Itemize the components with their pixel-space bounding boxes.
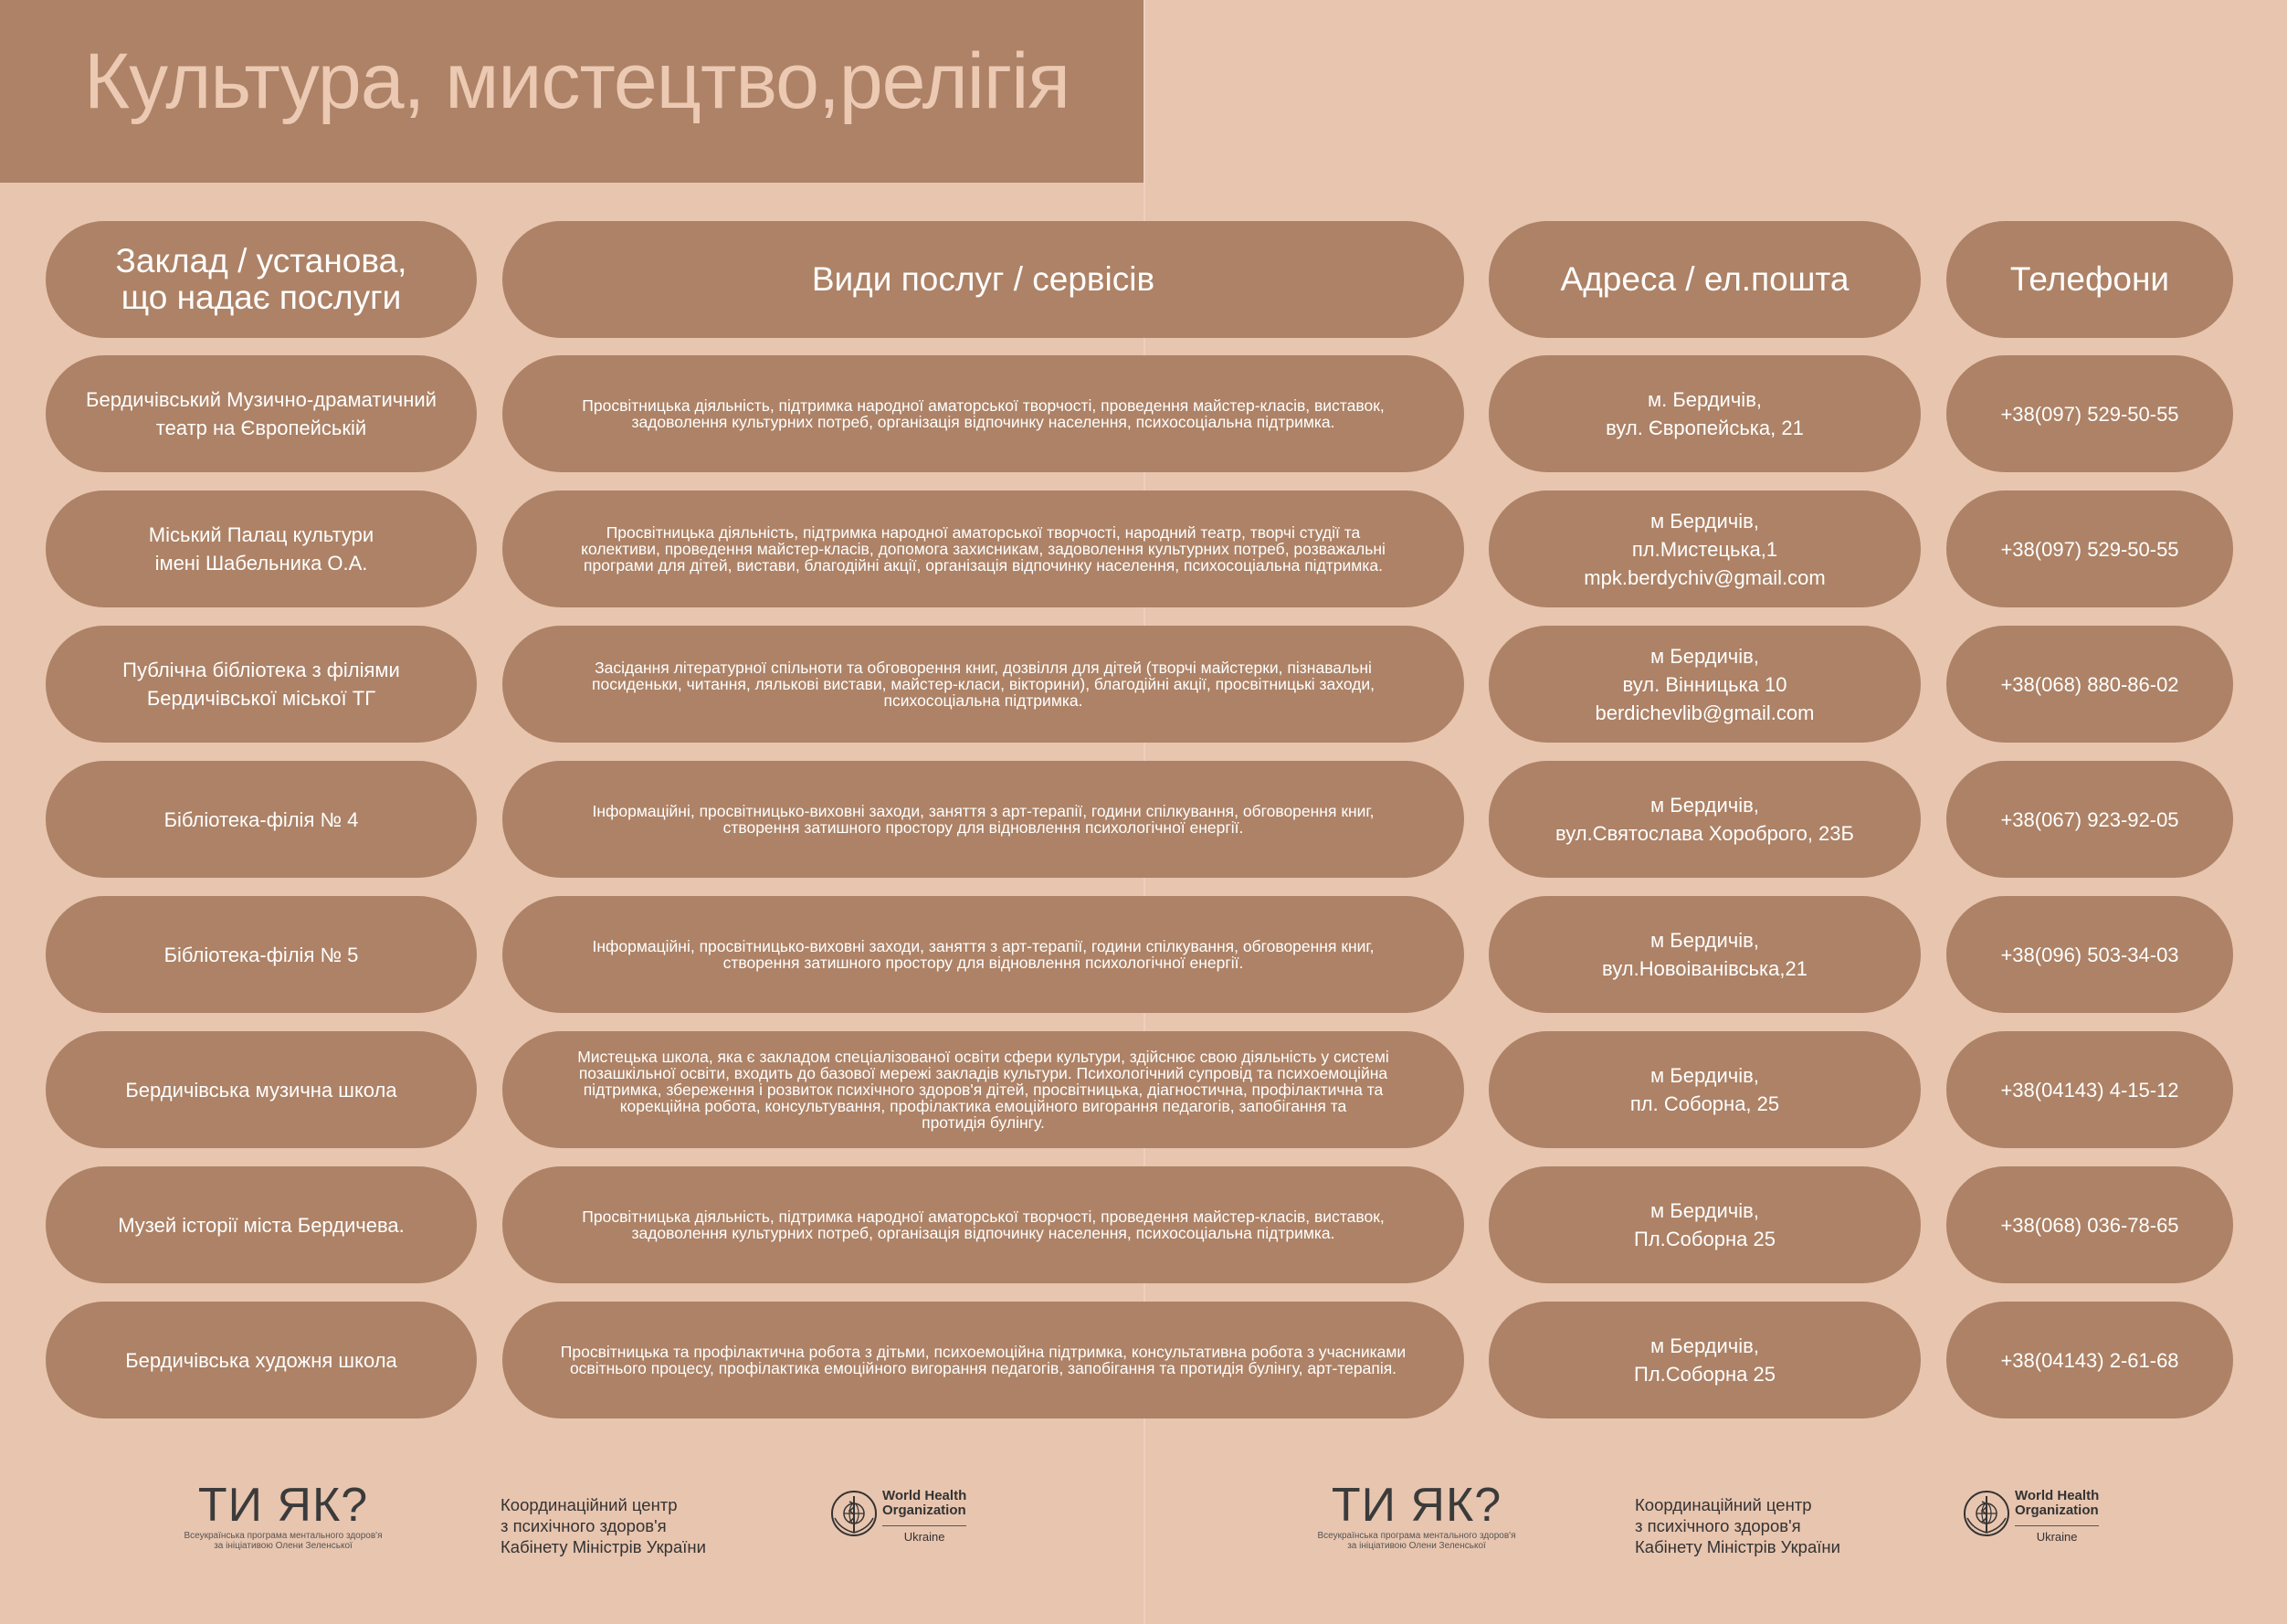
who-name: World Health Organization (2015, 1488, 2100, 1518)
row-8-services: Просвітницька та профілактична робота з дітьми, психоемоційна підтримка, консультативна робота з учасниками освітнього процесу, профілактика емоційного вигорання педагогів, запобігання та протидія булінгу, арт-терапія. (502, 1302, 1464, 1418)
header-services: Види послуг / сервісів (502, 221, 1464, 338)
header-address: Адреса / ел.пошта (1489, 221, 1921, 338)
who-emblem-icon (829, 1489, 879, 1538)
brand-subtitle: Всеукраїнська програма ментального здоров'я за ініціативою Олени Зеленської (184, 1531, 383, 1551)
header-institution: Заклад / установа, що надає послуги (46, 221, 477, 338)
row-1-address: м. Бердичів, вул. Європейська, 21 (1489, 355, 1921, 472)
row-3-address: м Бердичів, вул. Вінницька 10 berdichevlib@gmail.com (1489, 626, 1921, 743)
row-4-services: Інформаційні, просвітницько-виховні заходи, заняття з арт-терапії, години спілкування, обговорення книг, створення затишного простору для відновлення психологічної енергії. (502, 761, 1464, 878)
brand-logo-left (160, 1480, 406, 1551)
who-emblem-icon (1962, 1489, 2011, 1538)
row-7-address: м Бердичів, Пл.Соборна 25 (1489, 1166, 1921, 1283)
row-1-services: Просвітницька діяльність, підтримка народної аматорської творчості, проведення майстер-класів, виставок, задоволення культурних потреб, організація відпочинку населення, психосоціальна підтримка. (502, 355, 1464, 472)
row-7-institution: Музей історії міста Бердичева. (46, 1166, 477, 1283)
who-logo-left (829, 1489, 966, 1544)
row-4-institution: Бібліотека-філія № 4 (46, 761, 477, 878)
page-title: Культура, мистецтво,релігія (84, 37, 1070, 125)
row-2-services: Просвітницька діяльність, підтримка народної аматорської творчості, народний театр, творчі студії та колективи, проведення майстер-класів, допомога захисникам, задоволення культурних потреб, розважальні програми для дітей, вистави, благодійні акції, організація відпочинку населення, психосоціальна підтримка. (502, 490, 1464, 607)
row-2-phone: +38(097) 529-50-55 (1946, 490, 2233, 607)
row-1-phone: +38(097) 529-50-55 (1946, 355, 2233, 472)
brand-subtitle: Всеукраїнська програма ментального здоров'я за ініціативою Олени Зеленської (1317, 1531, 1516, 1551)
row-2-institution: Міський Палац культури імені Шабельника О.А. (46, 490, 477, 607)
row-3-services: Засідання літературної спільноти та обговорення книг, дозвілля для дітей (творчі майстерки, пізнавальні посиденьки, читання, лялькові вистави, майстер-класи, вікторини), благодійні акції, просвітницькі заходи, психосоціальна підтримка. (502, 626, 1464, 743)
row-7-phone: +38(068) 036-78-65 (1946, 1166, 2233, 1283)
header-phones: Телефони (1946, 221, 2233, 338)
row-6-phone: +38(04143) 4-15-12 (1946, 1031, 2233, 1148)
coordination-center-left: Координаційний центр з психічного здоров'я Кабінету Міністрів України (501, 1495, 706, 1556)
row-4-address: м Бердичів, вул.Святослава Хороброго, 23Б (1489, 761, 1921, 878)
row-8-institution: Бердичівська художня школа (46, 1302, 477, 1418)
row-1-institution: Бердичівський Музично-драматичний театр на Європейській (46, 355, 477, 472)
who-country: Ukraine (882, 1525, 966, 1544)
row-5-services: Інформаційні, просвітницько-виховні заходи, заняття з арт-терапії, години спілкування, обговорення книг, створення затишного простору для відновлення психологічної енергії. (502, 896, 1464, 1013)
row-3-phone: +38(068) 880-86-02 (1946, 626, 2233, 743)
row-7-services: Просвітницька діяльність, підтримка народної аматорської творчості, проведення майстер-класів, виставок, задоволення культурних потреб, організація відпочинку населення, психосоціальна підтримка. (502, 1166, 1464, 1283)
row-4-phone: +38(067) 923-92-05 (1946, 761, 2233, 878)
brand-name: ТИ ЯК? (1331, 1479, 1502, 1532)
row-2-address: м Бердичів, пл.Мистецька,1 mpk.berdychiv@gmail.com (1489, 490, 1921, 607)
coordination-center-right: Координаційний центр з психічного здоров'я Кабінету Міністрів України (1635, 1495, 1840, 1556)
who-logo-right (1962, 1489, 2099, 1544)
row-6-address: м Бердичів, пл. Соборна, 25 (1489, 1031, 1921, 1148)
brand-name: ТИ ЯК? (197, 1479, 369, 1532)
row-6-institution: Бердичівська музична школа (46, 1031, 477, 1148)
who-country: Ukraine (2015, 1525, 2099, 1544)
row-5-institution: Бібліотека-філія № 5 (46, 896, 477, 1013)
who-name: World Health Organization (882, 1488, 967, 1518)
title-band (0, 0, 1144, 183)
row-3-institution: Публічна бібліотека з філіями Бердичівської міської ТГ (46, 626, 477, 743)
row-8-address: м Бердичів, Пл.Соборна 25 (1489, 1302, 1921, 1418)
row-5-phone: +38(096) 503-34-03 (1946, 896, 2233, 1013)
row-6-services: Мистецька школа, яка є закладом спеціалізованої освіти сфери культури, здійснює свою діяльність у системі позашкільної освіти, входить до базової мережі закладів культури. Психологічний супровід та психоемоційна підтримка, збереження і розвиток психічного здоров'я дітей, просвітницька, діагностична, профілактична та корекційна робота, консультування, профілактика емоційного вигорання педагогів, запобігання та протидія булінгу. (502, 1031, 1464, 1148)
row-5-address: м Бердичів, вул.Новоіванівська,21 (1489, 896, 1921, 1013)
brand-logo-right (1293, 1480, 1540, 1551)
row-8-phone: +38(04143) 2-61-68 (1946, 1302, 2233, 1418)
